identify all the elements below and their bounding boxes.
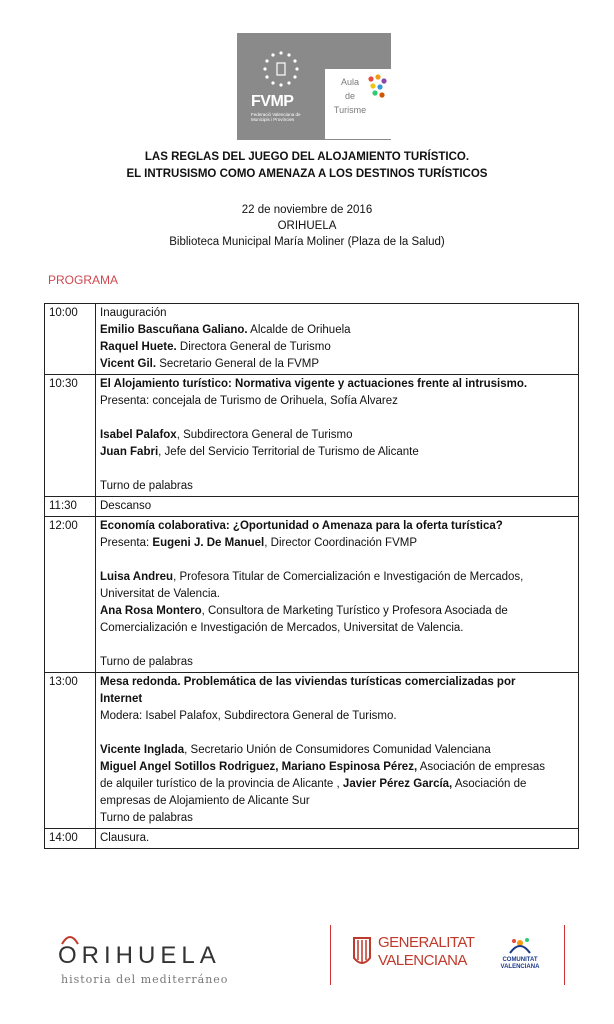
orihuela-logo (58, 932, 248, 992)
session-cell: Clausura. (96, 829, 579, 849)
orihuela-wordmark: ORIHUELA (58, 942, 221, 969)
program-table (44, 303, 579, 849)
event-date: 22 de noviembre de 2016 (241, 204, 373, 216)
comunitat-text: COMUNITAT VALENCIANA (500, 957, 540, 970)
generalitat-emblem-icon (350, 932, 374, 972)
session-cell: Inauguración Emilio Bascuñana Galiano. Alcalde de Orihuela Raquel Huete. Directora General de Turismo Vicent Gil. Secretario General de la FVMP (96, 304, 579, 375)
fvmp-logo-left (237, 33, 325, 140)
session-cell: Mesa redonda. Problemática de las viviendas turísticas comercializadas por Internet Modera: Isabel Palafox, Subdirectora General de Turismo. Vicente Inglada, Secretario Unión de Consumidores Comunidad Valenciana Miguel Angel Sotillos Rodriguez, Mariano Espinosa Pérez, Asociación de empresas de alquiler turístico de la provincia de Alicante , Javier Pérez García, Asociación de empresas de Alojamiento de Alicante Sur Turno de palabras (96, 673, 579, 829)
fvmp-wordmark: FVMP (251, 93, 294, 110)
program-row (45, 304, 579, 375)
fvmp-logo (237, 33, 391, 140)
programa-heading: PROGRAMA (48, 273, 119, 287)
program-row (45, 497, 579, 517)
program-row (45, 375, 579, 497)
fvmp-subtitle: Federació Valenciana de Municipis i Províncies (251, 112, 301, 122)
colored-dots-icon (365, 73, 389, 103)
program-row (45, 829, 579, 849)
generalitat-logo (350, 930, 475, 980)
divider (564, 925, 565, 985)
time-cell: 12:00 (45, 517, 96, 673)
time-cell: 13:00 (45, 673, 96, 829)
eu-stars-icon (261, 49, 301, 89)
program-row (45, 673, 579, 829)
event-city: ORIHUELA (277, 220, 337, 232)
session-cell: El Alojamiento turístico: Normativa vigente y actuaciones frente al intrusismo. Presenta: concejala de Turismo de Orihuela, Sofía Alvarez Isabel Palafox, Subdirectora General de Turismo Juan Fabri, Jefe del Servicio Territorial de Turismo de Alicante Turno de palabras (96, 375, 579, 497)
aula-logo (325, 69, 391, 139)
divider (330, 925, 331, 985)
time-cell: 10:00 (45, 304, 96, 375)
program-row (45, 517, 579, 673)
event-title-line2: EL INTRUSISMO COMO AMENAZA A LOS DESTINOS TURÍSTICOS (126, 168, 488, 180)
generalitat-text: GENERALITAT VALENCIANA (378, 934, 475, 969)
orihuela-tagline: historia del mediterráneo (61, 973, 229, 986)
event-title-line1: LAS REGLAS DEL JUEGO DEL ALOJAMIENTO TURÍSTICO. (144, 151, 470, 163)
session-cell: Economía colaborativa: ¿Oportunidad o Amenaza para la oferta turística? Presenta: Eugeni J. De Manuel, Director Coordinación FVMP Luisa Andreu, Profesora Titular de Comercialización e Investigación de Mercados, Universitat de Valencia. Ana Rosa Montero, Consultora de Marketing Turístico y Profesora Asociada de Comercialización e Investigación de Mercados, Universitat de Valencia. Turno de palabras (96, 517, 579, 673)
time-cell: 11:30 (45, 497, 96, 517)
aula-text: Aula de Turisme (333, 77, 367, 115)
comunitat-emblem-icon (506, 935, 534, 957)
event-venue: Biblioteca Municipal María Moliner (Plaza de la Salud) (169, 236, 445, 248)
time-cell: 10:30 (45, 375, 96, 497)
time-cell: 14:00 (45, 829, 96, 849)
session-cell: Descanso (96, 497, 579, 517)
comunitat-valenciana-logo (490, 935, 550, 980)
